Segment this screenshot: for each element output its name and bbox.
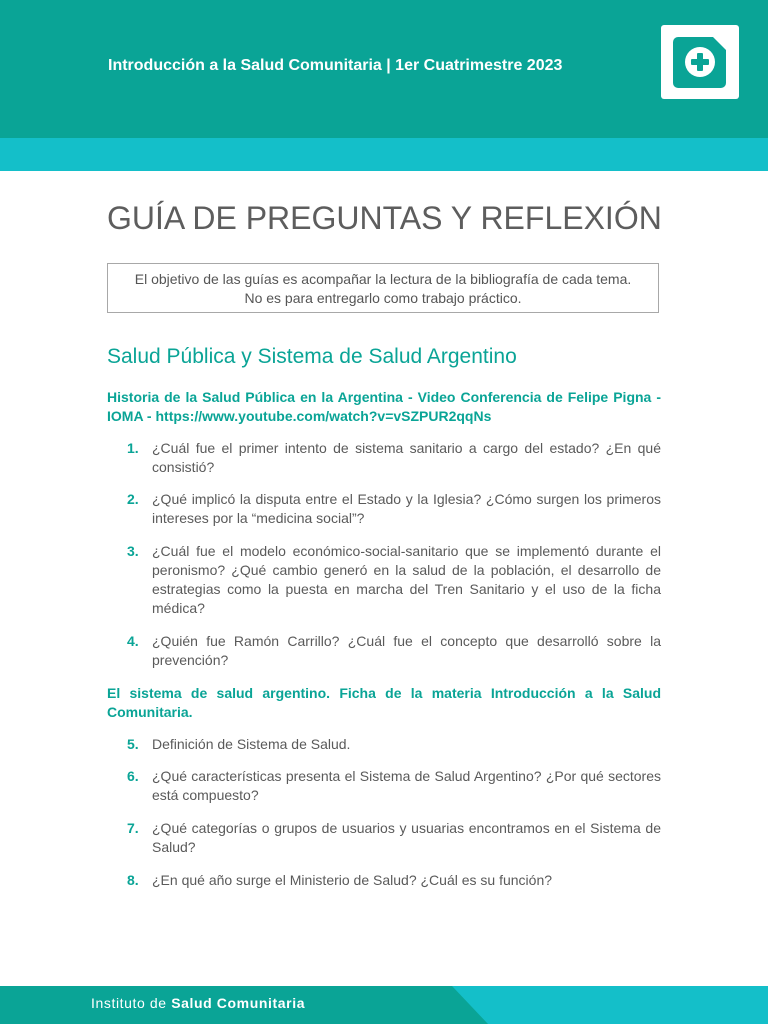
- question-text: ¿Cuál fue el modelo económico-social-sanitario que se implementó durante el peronismo? ¿Qué cambio generó en la salud de la población, el desarrollo de estrategias como la puesta en marcha del Tren Sanitario y el uso de la ficha médica?: [152, 543, 661, 616]
- notice-line-1: El objetivo de las guías es acompañar la lectura de la bibliografía de cada tema.: [134, 271, 632, 287]
- question-number: 7.: [127, 820, 139, 836]
- question-text: ¿Qué características presenta el Sistema de Salud Argentino? ¿Por qué sectores está compuesto?: [152, 768, 661, 803]
- question-number: 6.: [127, 768, 139, 784]
- header-title: Introducción a la Salud Comunitaria | 1er Cuatrimestre 2023: [108, 57, 563, 74]
- question-item: [127, 871, 661, 890]
- question-item: [127, 735, 661, 754]
- question-text: ¿Qué implicó la disputa entre el Estado y la Iglesia? ¿Cómo surgen los primeros intereses por la “medicina social”?: [152, 491, 661, 526]
- question-item: [127, 490, 661, 528]
- question-number: 3.: [127, 543, 139, 559]
- question-number: 5.: [127, 736, 139, 752]
- footer-institute-name: Salud Comunitaria: [171, 995, 306, 1011]
- question-item: [127, 439, 661, 477]
- question-text: Definición de Sistema de Salud.: [152, 736, 351, 752]
- question-text: ¿En qué año surge el Ministerio de Salud? ¿Cuál es su función?: [152, 872, 553, 888]
- question-item: [127, 542, 661, 618]
- question-number: 2.: [127, 491, 139, 507]
- footer-label: [91, 995, 305, 1011]
- notice-box: [107, 263, 659, 313]
- medical-cross-icon: [661, 25, 739, 99]
- logo: [661, 25, 739, 99]
- header-stripe: [0, 138, 768, 171]
- section-title: Salud Pública y Sistema de Salud Argentino: [107, 345, 517, 368]
- question-item: [127, 819, 661, 857]
- question-number: 8.: [127, 872, 139, 888]
- question-text: ¿Qué categorías o grupos de usuarios y usuarias encontramos en el Sistema de Salud?: [152, 820, 661, 855]
- question-text: ¿Cuál fue el primer intento de sistema sanitario a cargo del estado? ¿En qué consistió?: [152, 440, 661, 475]
- footer-prefix: Instituto de: [91, 995, 167, 1011]
- footer: [0, 986, 768, 1024]
- question-item: [127, 767, 661, 805]
- question-number: 4.: [127, 633, 139, 649]
- notice-line-2: No es para entregarlo como trabajo práctico.: [244, 290, 522, 306]
- page-title: GUÍA DE PREGUNTAS Y REFLEXIÓN: [107, 200, 662, 236]
- subheading-sistema: El sistema de salud argentino. Ficha de la materia Introducción a la Salud Comunitaria.: [107, 685, 661, 720]
- question-number: 1.: [127, 440, 139, 456]
- question-text: ¿Quién fue Ramón Carrillo? ¿Cuál fue el concepto que desarrolló sobre la prevención?: [152, 633, 661, 668]
- question-item: [127, 632, 661, 670]
- subheading-historia: Historia de la Salud Pública en la Argentina - Video Conferencia de Felipe Pigna - IOMA - https://www.youtube.com/watch?v=vSZPUR2qqNs: [107, 389, 661, 424]
